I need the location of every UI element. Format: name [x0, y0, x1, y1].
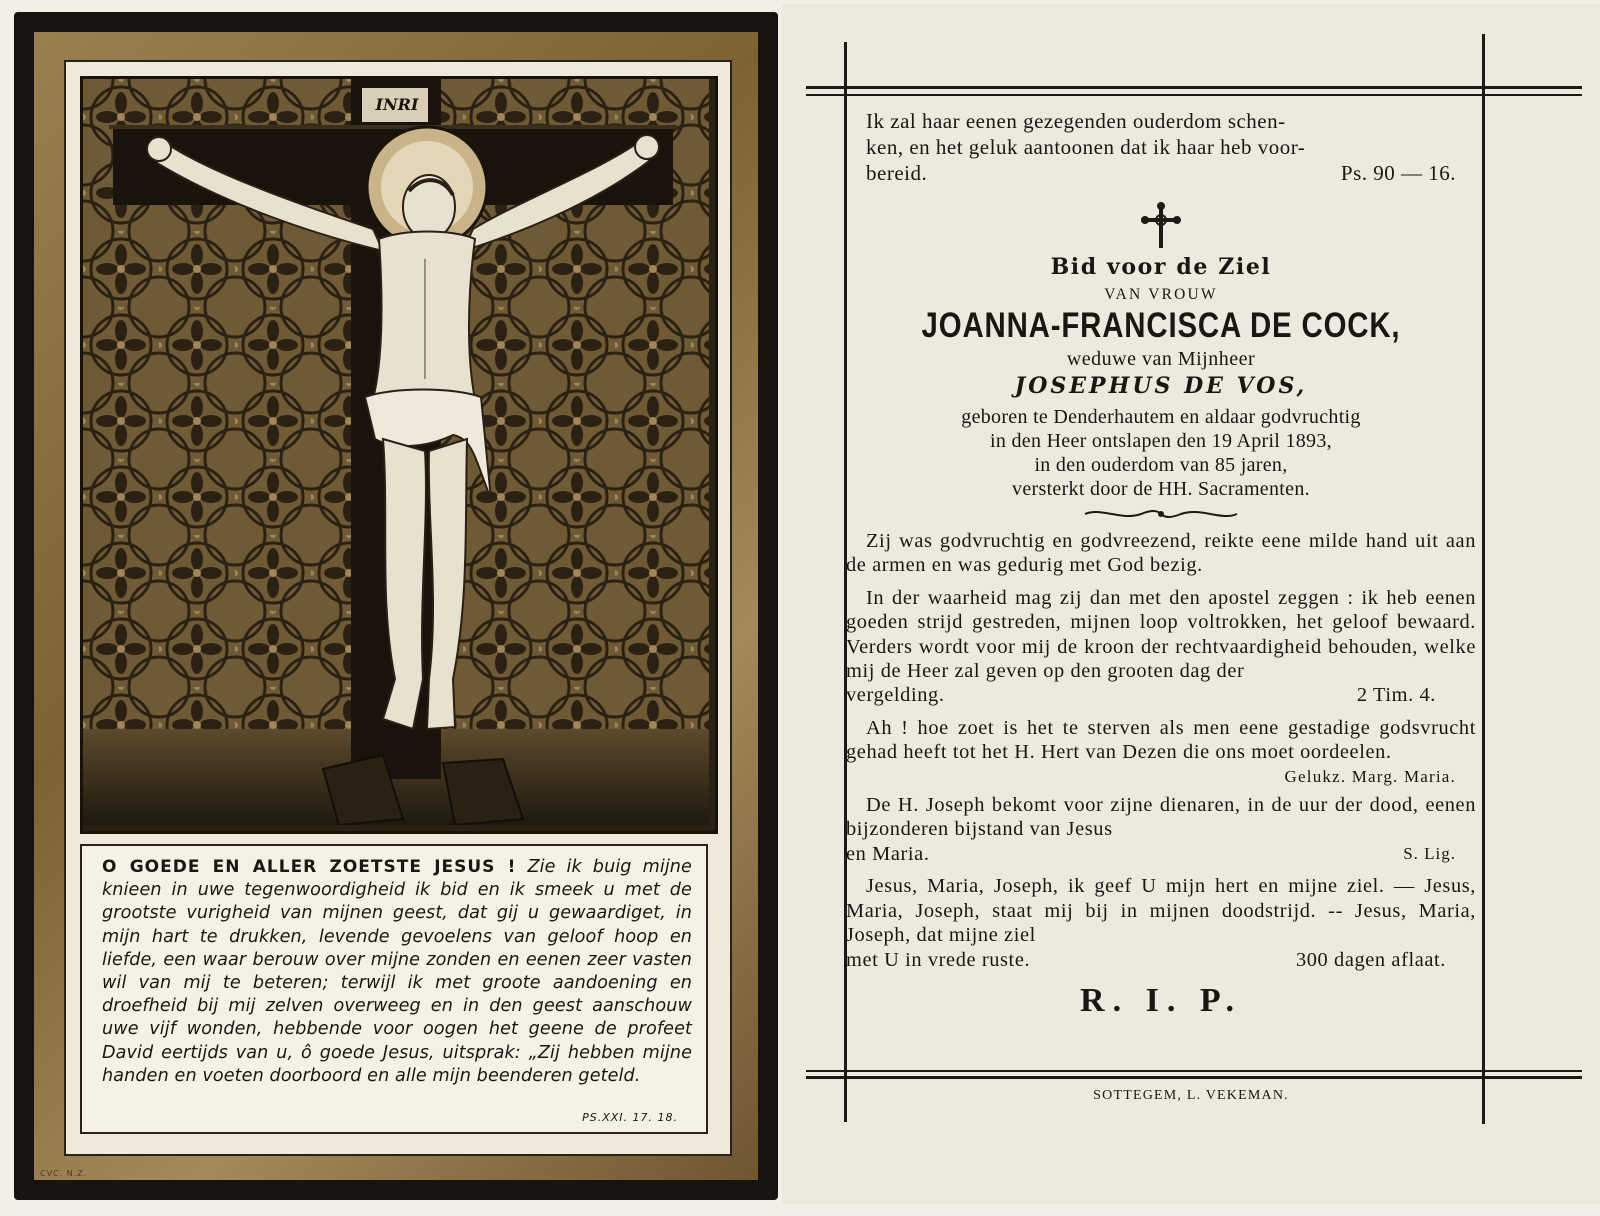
cross-icon — [1141, 202, 1181, 250]
paragraph-3-signature: Gelukz. Marg. Maria. — [1284, 766, 1456, 786]
paragraph-4 — [846, 793, 1476, 866]
top-rule-thin — [806, 94, 1582, 96]
paragraph-2-text: In der waarheid mag zij dan met den apostel zeggen : ik heb eenen goeden strijd gestreden, mijnen loop voltrokken, het geloof bewaard. Verders wordt voor mij de kroon der rechtvaardigheid behouden, welke mij de Heer zal geven op den grooten dag der — [846, 586, 1476, 683]
prayer-reference: PS.XXI. 17. 18. — [582, 1111, 678, 1124]
husband-name: JOSEPHUS DE VOS, — [1014, 373, 1308, 399]
crucifix-illustration — [83, 79, 709, 825]
paragraph-2 — [846, 586, 1476, 708]
paragraph-4-reference: S. Lig. — [1403, 843, 1456, 863]
memorial-card-front — [14, 12, 778, 1200]
paragraph-5 — [846, 874, 1476, 972]
epigraph-line-3: bereid. — [866, 161, 928, 185]
epigraph — [866, 108, 1476, 186]
bio-line-4: versterkt door de HH. Sacramenten. — [1012, 478, 1310, 500]
bid-voor-de-ziel: Bid voor de Ziel — [1050, 254, 1272, 280]
rip: R. I. P. — [1080, 981, 1242, 1019]
paragraph-3-text: Ah ! hoe zoet is het te sterven als men eene gestadige godsvrucht gehad heeft tot het H. Hert van Dezen die ons moet oordeelen. — [846, 716, 1476, 764]
deceased-name: JOANNA-FRANCISCA DE COCK, — [921, 306, 1401, 345]
flourish-divider-icon — [1081, 507, 1241, 521]
prayer-box — [80, 844, 708, 1134]
printer-mark: CVC. N.Z. — [40, 1169, 88, 1178]
bottom-rule — [806, 1076, 1582, 1079]
paragraph-5-text: Jesus, Maria, Joseph, ik geef U mijn hert en mijne ziel. — Jesus, Maria, Joseph, staat mij bij in mijnen doodstrijd. -- Jesus, Maria, Joseph, dat mijne ziel — [846, 875, 1476, 947]
paragraph-5-last: met U in vrede ruste. — [846, 948, 1031, 971]
paragraph-4-last: en Maria. — [846, 842, 930, 865]
crucifix-engraving — [80, 76, 718, 834]
printer-credit: SOTTEGEM, L. VEKEMAN. — [1093, 1088, 1289, 1103]
paragraph-4-text: De H. Joseph bekomt voor zijne dienaren, in de uur der dood, eenen bijzonderen bijstand van Jesus — [846, 794, 1476, 841]
bottom-rule-thin — [806, 1070, 1582, 1072]
gold-border — [34, 32, 758, 1180]
inner-frame — [64, 60, 732, 1156]
van-vrouw: VAN VROUW — [1104, 286, 1218, 303]
epigraph-line-1: Ik zal haar eenen gezegenden ouderdom schen- — [866, 109, 1286, 133]
right-rule — [1482, 34, 1485, 1124]
biography — [846, 405, 1476, 501]
prayer-opening: O GOEDE EN ALLER ZOETSTE JESUS ! — [102, 857, 517, 877]
card-text — [846, 108, 1476, 1020]
bio-line-3: in den ouderdom van 85 jaren, — [1034, 454, 1288, 476]
memorial-card-back — [782, 4, 1600, 1204]
widow-of: weduwe van Mijnheer — [1066, 348, 1256, 370]
paragraph-1: Zij was godvruchtig en godvreezend, reikte eene milde hand uit aan de armen en was gedurig met God bezig. — [846, 530, 1476, 577]
top-rule — [806, 86, 1582, 89]
paragraph-2-last: vergelding. — [846, 684, 945, 707]
inri-plaque: INRI — [375, 95, 419, 114]
epigraph-line-2: ken, en het geluk aantoonen dat ik haar heb voor- — [866, 135, 1306, 159]
prayer-body: Zie ik buig mijne knieen in uwe tegenwoordigheid ik bid en ik smeek u met de grootste vurigheid van mijnen geest, dat gij u gewaardiget, in mijn hart te drukken, levende gevoelens van geloof hoop en liefde, een waar berouw over mijne zonden en eenen zeer vasten wil van mij te beteren; terwijl ik met groote aandoening en droefheid bij mij zelven overweeg en in den geest aanschouw uwe vijf wonden, hebbende voor oogen het geene de profeet David eertijds van u, ô goede Jesus, uitsprak: „Zij hebben mijne handen en voeten doorboord en alle mijn beenderen geteld. — [102, 857, 692, 1086]
paragraph-3 — [846, 716, 1476, 789]
paragraph-5-reference: 300 dagen aflaat. — [1295, 948, 1446, 971]
epigraph-reference: Ps. 90 — 16. — [1340, 161, 1456, 185]
bio-line-2: in den Heer ontslapen den 19 April 1893, — [990, 430, 1332, 452]
paragraph-2-reference: 2 Tim. 4. — [1356, 684, 1436, 707]
prayer-text — [102, 856, 692, 1088]
bio-line-1: geboren te Denderhautem en aldaar godvruchtig — [961, 406, 1361, 428]
